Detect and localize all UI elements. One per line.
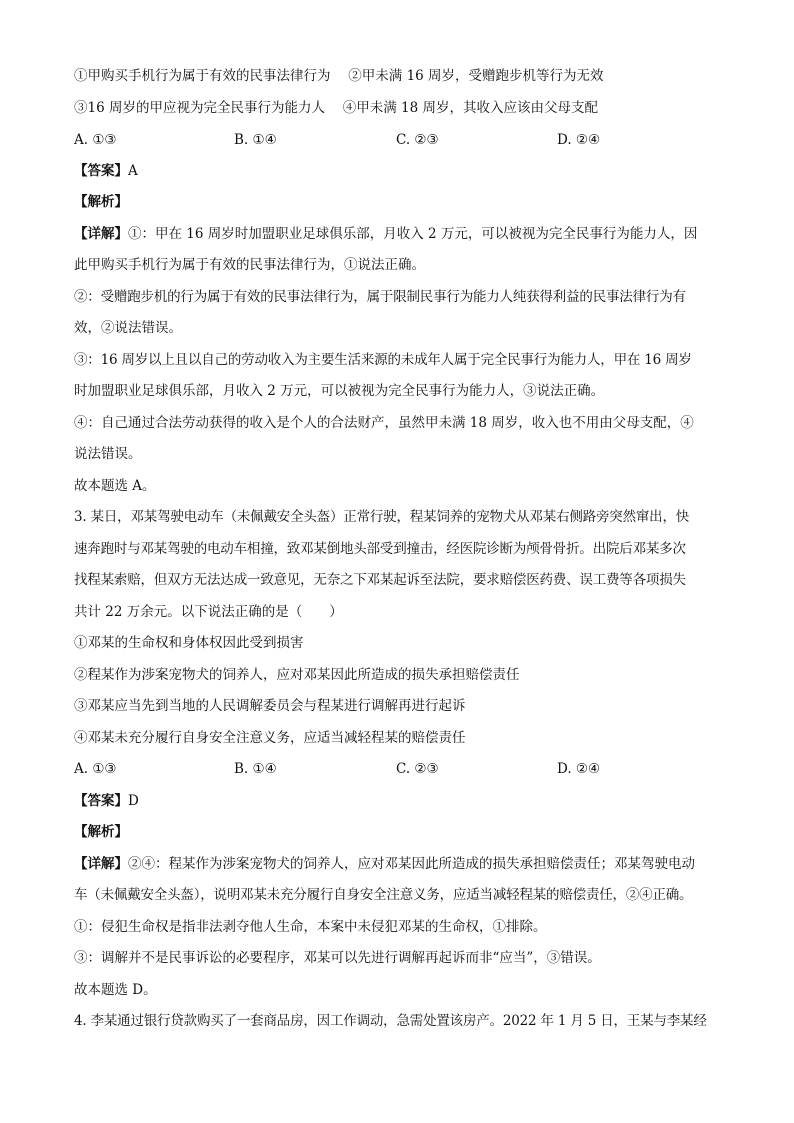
q3-option: ④邓某未充分履行自身安全注意义务，应适当减轻程某的赔偿责任 xyxy=(74,730,466,746)
q2-choice-d: D. ②④ xyxy=(557,132,601,148)
q3-analysis-tag: 【解析】 xyxy=(74,824,128,840)
q3-choice-c: C. ②③ xyxy=(396,761,439,777)
q3-detail-line: ①：侵犯生命权是指非法剥夺他人生命，本案中未侵犯邓某的生命权，①排除。 xyxy=(74,919,547,935)
q3-stem-line: 共计 22 万余元。以下说法正确的是（ ） xyxy=(74,604,343,620)
q2-analysis-tag: 【解析】 xyxy=(74,194,128,210)
q3-answer xyxy=(74,791,139,811)
q2-choice-c: C. ②③ xyxy=(396,132,439,148)
answer-tag: 【答案】 xyxy=(74,163,128,179)
q2-option-line: ③16 周岁的甲应视为完全民事行为能力人 ④甲未满 18 周岁，其收入应该由父母支配 xyxy=(74,100,599,116)
q2-option-line: ①甲购买手机行为属于有效的民事法律行为 ②甲未满 16 周岁，受赠跑步机等行为无效 xyxy=(74,68,604,84)
q3-choice-a: A. ①③ xyxy=(74,761,117,777)
q2-detail-line: 说法错误。 xyxy=(74,446,142,462)
q3-option: ①邓某的生命权和身体权因此受到损害 xyxy=(74,635,304,651)
detail-tag: 【详解】 xyxy=(74,856,128,872)
q2-detail-line: ③：16 周岁以上且以自己的劳动收入为主要生活来源的未成年人属于完全民事行为能力人，甲在 16 周岁 xyxy=(74,352,692,368)
q2-choice-a: A. ①③ xyxy=(74,132,117,148)
q3-choice-b: B. ①④ xyxy=(234,761,277,777)
q3-detail-line: 【详解】②④：程某作为涉案宠物犬的饲养人，应对邓某因此所造成的损失承担赔偿责任；邓某驾驶电动 xyxy=(74,856,695,872)
q3-stem-line: 找程某索赔，但双方无法达成一致意见，无奈之下邓某起诉至法院，要求赔偿医药费、误工费等各项损失 xyxy=(74,572,686,588)
q3-detail-line: 车（未佩戴安全头盔），说明邓某未充分履行自身安全注意义务，应适当减轻程某的赔偿责任，②④正确。 xyxy=(74,887,693,903)
q3-conclusion: 故本题选 D。 xyxy=(74,982,157,998)
q3-stem-line: 速奔跑时与邓某驾驶的电动车相撞，致邓某倒地头部受到撞击，经医院诊断为颅骨骨折。出院后邓某多次 xyxy=(74,541,686,557)
q2-answer xyxy=(74,161,138,181)
q2-detail-line: 此甲购买手机行为属于有效的民事法律行为，①说法正确。 xyxy=(74,257,425,273)
q2-detail-line: ②：受赠跑步机的行为属于有效的民事法律行为，属于限制民事行为能力人纯获得利益的民事法律行为有 xyxy=(74,289,686,305)
q4-stem-line: 4. 李某通过银行贷款购买了一套商品房，因工作调动，急需处置该房产。2022 年 1 月 5 日，王某与李某经 xyxy=(74,1013,707,1029)
answer-value: D xyxy=(128,793,139,809)
detail-tag: 【详解】 xyxy=(74,226,128,242)
q3-option: ③邓某应当先到当地的人民调解委员会与程某进行调解再进行起诉 xyxy=(74,698,466,714)
q2-conclusion: 故本题选 A。 xyxy=(74,478,156,494)
q2-detail-line: 时加盟职业足球俱乐部，月收入 2 万元，可以被视为完全民事行为能力人，③说法正确。 xyxy=(74,383,605,399)
q2-detail-line: 【详解】①：甲在 16 周岁时加盟职业足球俱乐部，月收入 2 万元，可以被视为完全民事行为能力人，因 xyxy=(74,226,698,242)
answer-tag: 【答案】 xyxy=(74,793,128,809)
q3-option: ②程某作为涉案宠物犬的饲养人，应对邓某因此所造成的损失承担赔偿责任 xyxy=(74,667,520,683)
q3-detail-line: ③：调解并不是民事诉讼的必要程序，邓某可以先进行调解再起诉而非“应当”，③错误。 xyxy=(74,950,601,966)
q2-choice-b: B. ①④ xyxy=(234,132,277,148)
q3-choice-d: D. ②④ xyxy=(557,761,601,777)
answer-value: A xyxy=(128,163,138,179)
q2-detail-line: ④：自己通过合法劳动获得的收入是个人的合法财产，虽然甲未满 18 周岁，收入也不用由父母支配，④ xyxy=(74,415,694,431)
q3-stem-line: 3. 某日，邓某驾驶电动车（未佩戴安全头盔）正常行驶，程某饲养的宠物犬从邓某右侧路旁突然窜出，快 xyxy=(74,509,690,525)
q2-detail-line: 效，②说法错误。 xyxy=(74,320,182,336)
